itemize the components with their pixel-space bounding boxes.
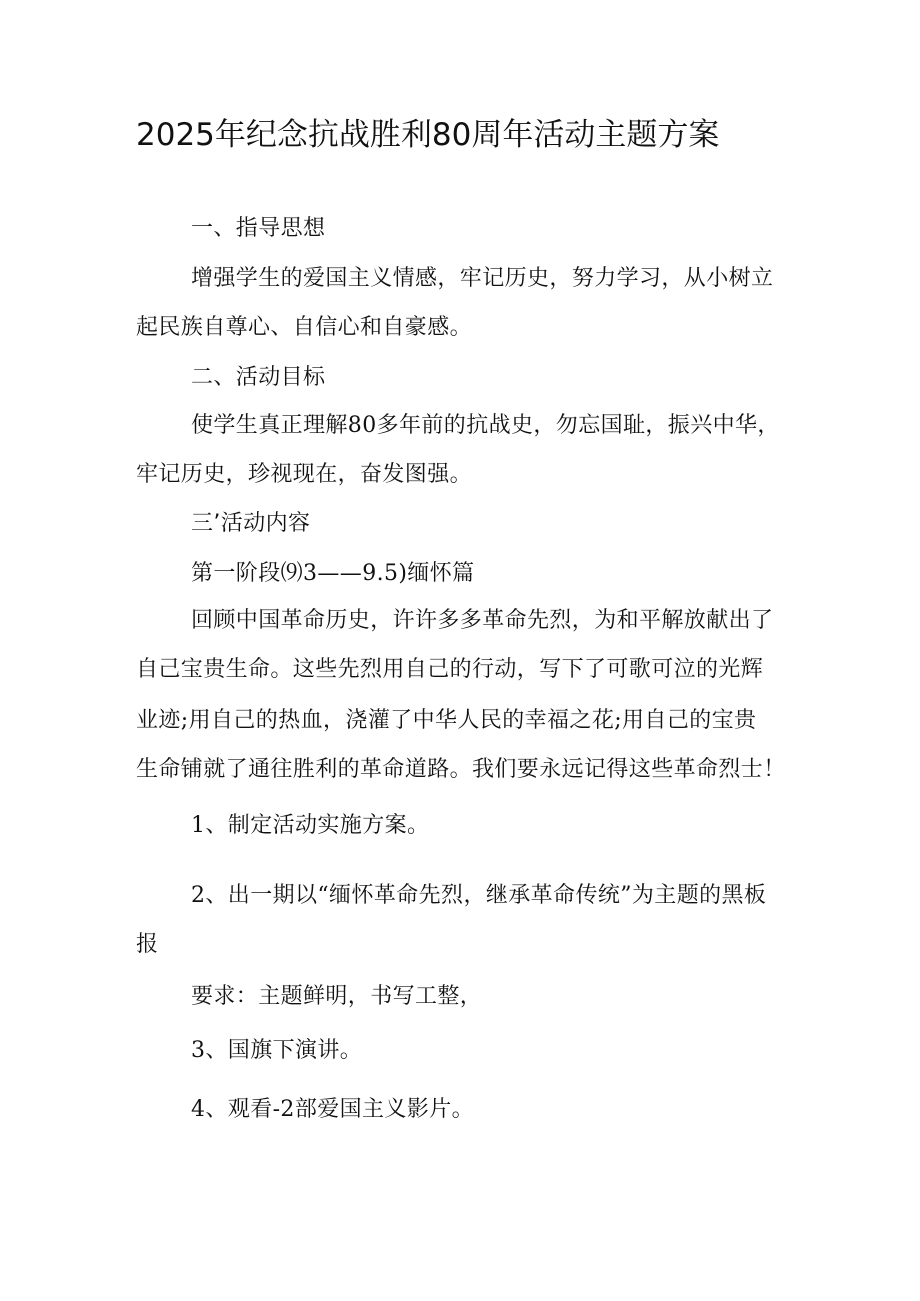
paragraph-line: 使学生真正理解80多年前的抗战史，勿忘国耻，振兴中华， [191,413,780,438]
paragraph-line: 牢记历史，珍视现在，奋发图强。 [136,462,473,487]
document-title: 2025年纪念抗战胜利80周年活动主题方案 [136,117,720,153]
list-item: 1、制定活动实施方案。 [191,813,430,838]
paragraph-line: 增强学生的爱国主义情感，牢记历史，努力学习，从小树立 [191,266,774,291]
list-item: 2、出一期以“缅怀革命先烈，继承革命传统”为主题的黑板 [191,883,767,908]
paragraph-line: 生命铺就了通往胜利的革命道路。我们要永远记得这些革命烈士！ [136,757,786,782]
section-heading-guiding-ideology: 一、指导思想 [191,216,326,241]
paragraph-line: 业迹;用自己的热血，浇灌了中华人民的幸福之花;用自己的宝贵 [136,708,757,733]
list-item: 4、观看-2部爱国主义影片。 [191,1097,475,1122]
paragraph-line: 自己宝贵生命。这些先烈用自己的行动，写下了可歌可泣的光辉 [136,657,764,682]
requirement-text: 要求：主题鲜明，书写工整， [191,984,483,1009]
section-heading-activity-goals: 二、活动目标 [191,365,326,390]
section-heading-activity-content: 三’活动内容 [191,511,311,536]
stage-heading: 第一阶段⑼3——9.5)缅怀篇 [191,561,475,586]
paragraph-line: 回顾中国革命历史，许许多多革命先烈，为和平解放献出了 [191,608,774,633]
list-item-continuation: 报 [136,932,159,957]
paragraph-line: 起民族自尊心、自信心和自豪感。 [136,315,473,340]
list-item: 3、国旗下演讲。 [191,1038,363,1063]
